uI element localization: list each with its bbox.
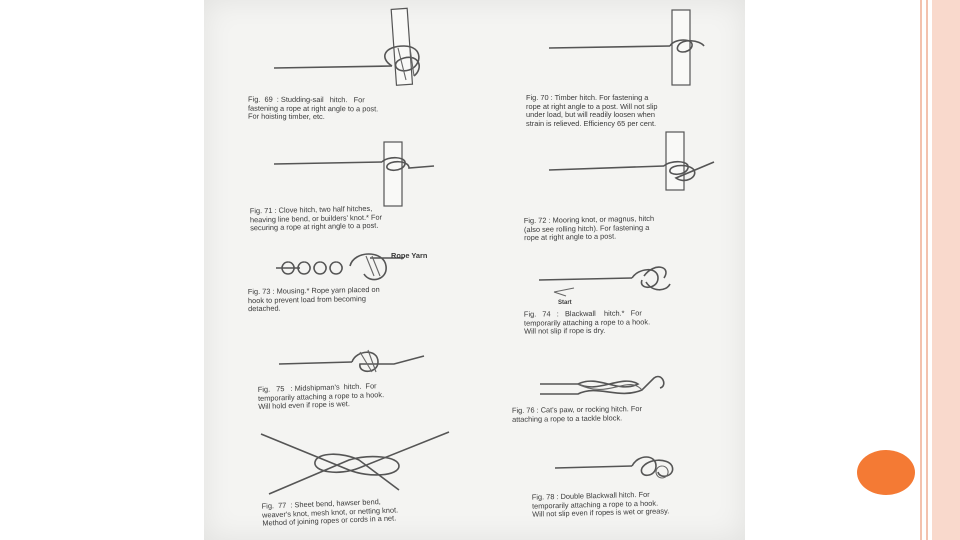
fig73-caption: Fig. 73 : Mousing.* Rope yarn placed on hook to prevent load from becoming detached.	[247, 284, 380, 314]
fig71-caption: Fig. 71 : Clove hitch, two half hitches, heaving line bend, or builders' knot.* For securing a rope at right angle to a post.	[249, 203, 383, 233]
fig70-caption: Fig. 70 : Timber hitch. For fastening a rope at right angle to a post. Will not slip under load, but will readily loosen when strain is relieved. Efficiency 65 per cent.	[526, 93, 658, 128]
fig76-illustration	[538, 370, 718, 406]
fig74-caption: Fig. 74 : Blackwall hitch.* For temporarily attaching a rope to a hook. Will not slip if rope is dry.	[523, 308, 651, 336]
slide-right-border	[920, 0, 960, 540]
fig76-caption: Fig. 76 : Cat's paw, or rocking hitch. For attaching a rope to a tackle block.	[511, 404, 642, 424]
rope-yarn-label: Rope Yarn	[391, 251, 428, 260]
fig72-illustration	[544, 132, 734, 202]
slide-accent-circle	[857, 450, 915, 495]
fig75-illustration	[274, 342, 454, 382]
fig70-illustration	[544, 10, 734, 90]
fig78-caption: Fig. 78 : Double Blackwall hitch. For temporarily attaching a rope to a hook. Will not slip even if ropes is wet or greasy.	[531, 489, 670, 519]
fig77-caption: Fig. 77 : Sheet bend, hawser bend, weaver's knot, mesh knot, or netting knot. Method of joining ropes or cords in a net.	[261, 497, 399, 528]
fig74-illustration	[534, 262, 714, 302]
start-label: Start	[558, 300, 572, 306]
fig69-illustration	[264, 18, 424, 98]
fig71-illustration	[269, 138, 449, 208]
fig77-illustration	[259, 430, 459, 500]
fig69-caption: Fig. 69 : Studding-sail hitch. For fastening a rope at right angle to a post. For hoisting timber, etc.	[247, 94, 379, 122]
scanned-knot-page	[204, 0, 745, 540]
fig72-caption: Fig. 72 : Mooring knot, or magnus, hitch (also see rolling hitch). For fastening a rope at right angle to a post.	[523, 213, 655, 243]
fig75-caption: Fig. 75 : Midshipman's hitch. For temporarily attaching a rope to a hook. Will hold even if rope is wet.	[257, 381, 385, 412]
fig78-illustration	[550, 452, 690, 488]
